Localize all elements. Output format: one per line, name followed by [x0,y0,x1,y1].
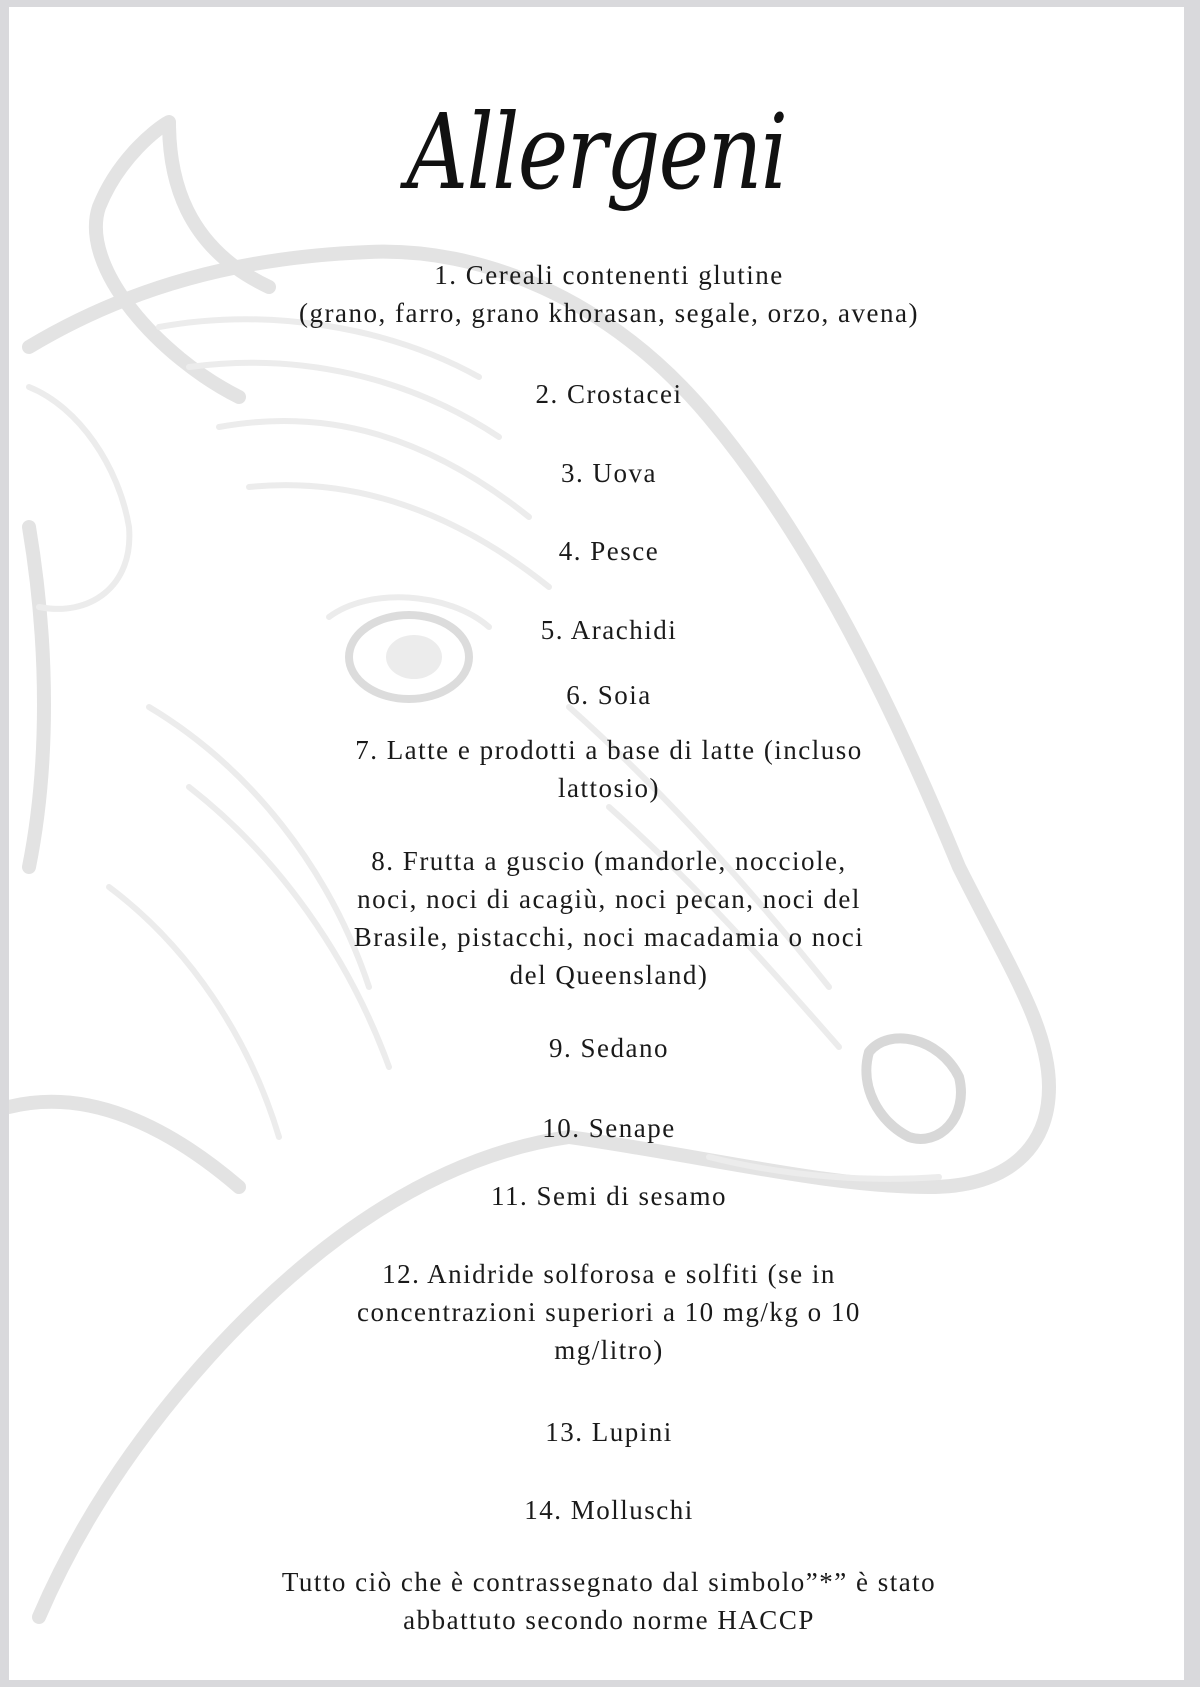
allergen-item-13: 13. Lupini [545,1417,673,1447]
allergen-item-8: 8. Frutta a guscio (mandorle, nocciole, noci, noci di acagiù, noci pecan, noci del Brasile, pistacchi, noci macadamia o noci del Queensland) [353,846,865,990]
allergen-item-12: 12. Anidride solforosa e solfiti (se in concentrazioni superiori a 10 mg/kg o 10 mg/litro) [357,1259,861,1365]
haccp-footnote: Tutto ciò che è contrassegnato dal simbolo”*” è stato abbattuto secondo norme HACCP [281,1567,937,1635]
allergen-item-3: 3. Uova [561,458,657,488]
allergen-item-2: 2. Crostacei [535,379,683,409]
allergen-menu-page [9,7,1184,1680]
page-title: Allergeni [406,91,787,213]
allergen-item-9: 9. Sedano [549,1033,669,1063]
allergen-item-11: 11. Semi di sesamo [491,1181,727,1211]
allergen-item-6: 6. Soia [566,680,652,710]
allergen-item-10: 10. Senape [542,1113,676,1143]
allergen-item-1: 1. Cereali contenenti glutine (grano, farro, grano khorasan, segale, orzo, avena) [299,260,919,328]
allergen-item-5: 5. Arachidi [540,615,678,645]
allergen-item-4: 4. Pesce [558,536,660,566]
allergen-item-7: 7. Latte e prodotti a base di latte (incluso lattosio) [355,735,863,803]
allergen-item-14: 14. Molluschi [524,1495,694,1525]
